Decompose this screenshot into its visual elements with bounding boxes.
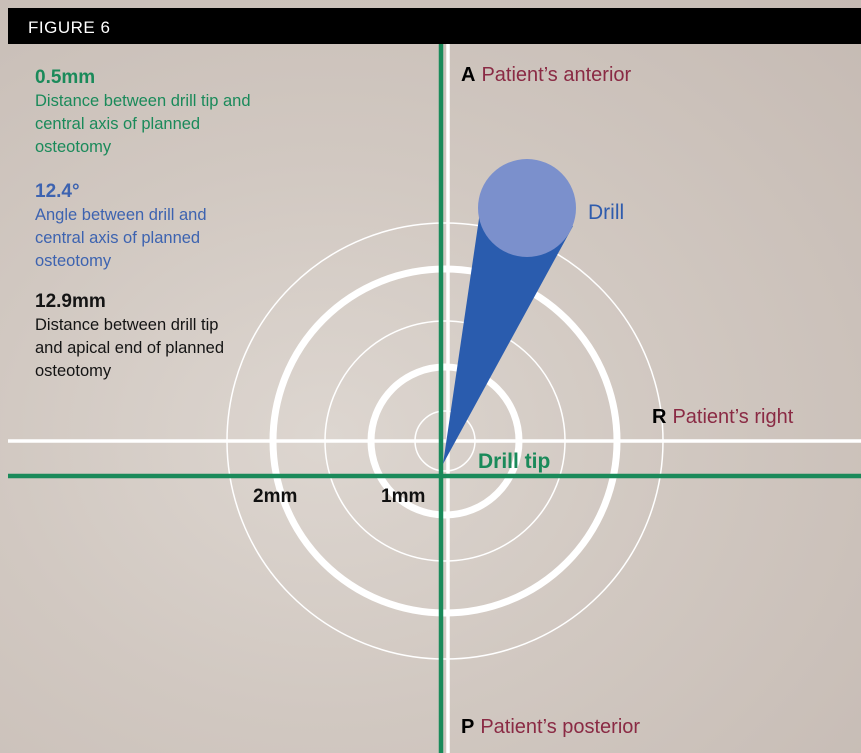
ring-label-1mm: 1mm [381, 486, 426, 507]
ring-label-2mm: 2mm [253, 486, 298, 507]
drill-head [478, 159, 576, 257]
direction-letter: P [461, 716, 475, 738]
direction-text: Patient’s anterior [481, 64, 632, 86]
direction-text: Patient’s posterior [480, 716, 641, 738]
drill-tip-label: Drill tip [478, 450, 551, 473]
stat-drill-tip-offset [35, 66, 255, 159]
stat-description: Angle between drill and central axis of planned osteotomy [35, 206, 207, 270]
stat-value: 0.5mm [35, 67, 96, 88]
direction-letter: R [652, 406, 667, 428]
stat-description: Distance between drill tip and apical end of planned osteotomy [35, 316, 224, 380]
direction-posterior [461, 716, 640, 739]
figure-title: FIGURE 6 [28, 18, 111, 37]
direction-text: Patient’s right [672, 406, 794, 428]
direction-letter: A [461, 64, 476, 86]
drill-label: Drill [588, 201, 625, 224]
direction-anterior [461, 64, 631, 87]
stat-value: 12.9mm [35, 291, 106, 312]
stat-apical-distance [35, 290, 230, 383]
stat-description: Distance between drill tip and central axis of planned osteotomy [35, 92, 251, 156]
stat-drill-angle [35, 180, 255, 273]
stat-value: 12.4° [35, 181, 80, 202]
direction-right [652, 406, 793, 429]
header-bar [8, 8, 861, 44]
